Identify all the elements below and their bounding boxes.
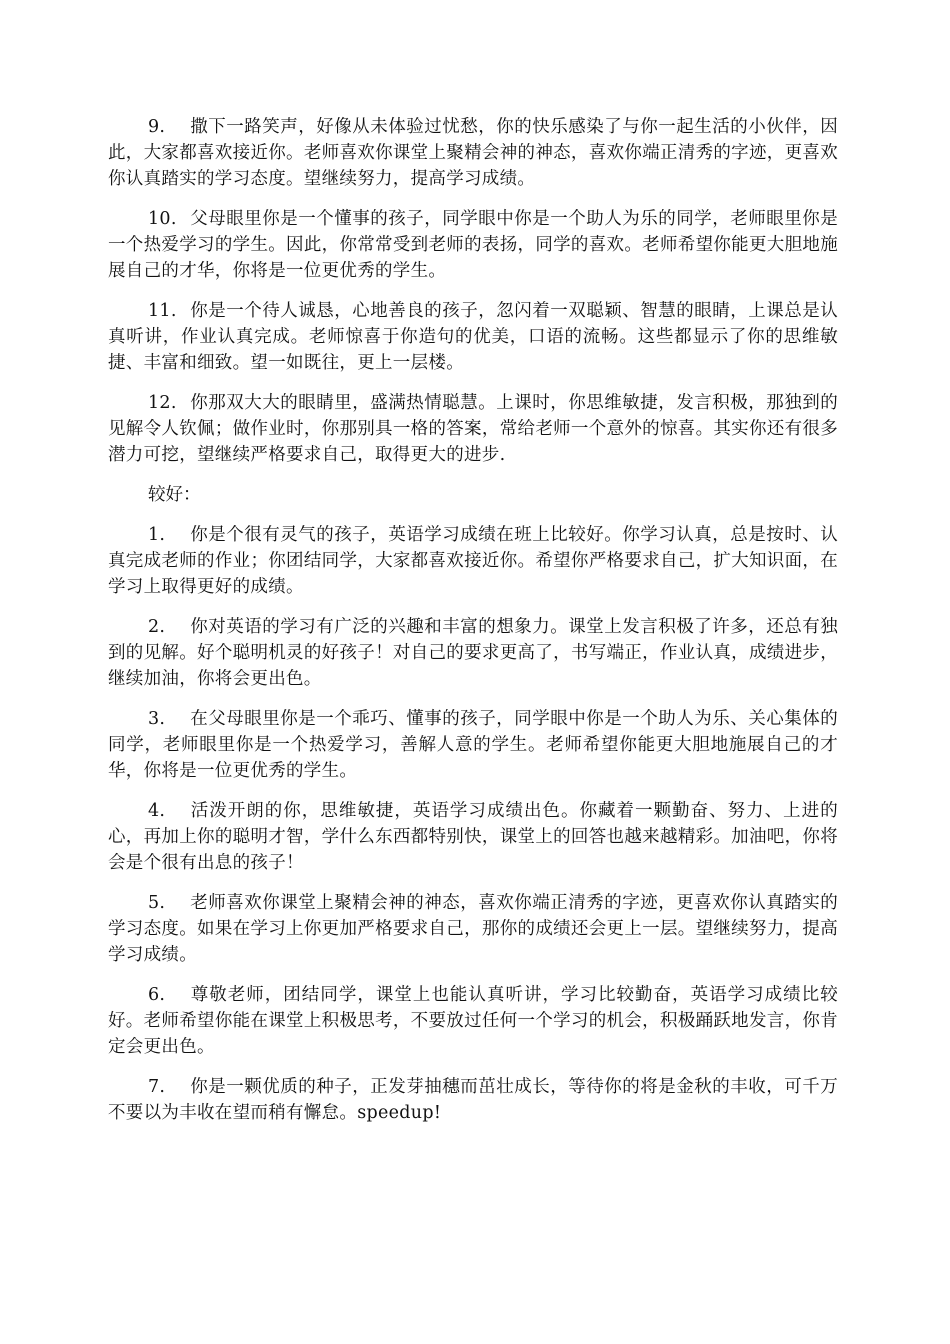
comment-paragraph	[108, 522, 838, 600]
comment-text: 父母眼里你是一个懂事的孩子，同学眼中你是一个助人为乐的同学，老师眼里你是一个热爱学习的学生。因此，你常常受到老师的表扬，同学的喜欢。老师希望你能更大胆地施展自己的才华，你将是一位更优秀的学生。	[108, 209, 838, 281]
comment-paragraph	[108, 798, 838, 876]
document-page	[108, 114, 838, 1140]
item-number: 12.	[148, 393, 177, 413]
comment-text: 活泼开朗的你，思维敏捷，英语学习成绩出色。你藏着一颗勤奋、努力、上进的心，再加上你的聪明才智，学什么东西都特别快，课堂上的回答也越来越精彩。加油吧，你将会是个很有出息的孩子！	[108, 801, 838, 873]
item-number: 3.	[148, 709, 166, 729]
comments-section-1	[108, 114, 838, 468]
comment-text: 你是个很有灵气的孩子，英语学习成绩在班上比较好。你学习认真，总是按时、认真完成老师的作业；你团结同学，大家都喜欢接近你。希望你严格要求自己，扩大知识面，在学习上取得更好的成绩。	[108, 525, 838, 597]
item-number: 2.	[148, 617, 166, 637]
item-number: 9.	[148, 117, 166, 137]
comment-paragraph	[108, 982, 838, 1060]
comment-paragraph	[108, 890, 838, 968]
item-number: 6.	[148, 985, 166, 1005]
comment-paragraph	[108, 206, 838, 284]
item-number: 4.	[148, 801, 166, 821]
comment-text: 你是一个待人诚恳，心地善良的孩子，忽闪着一双聪颖、智慧的眼睛，上课总是认真听讲，作业认真完成。老师惊喜于你造句的优美，口语的流畅。这些都显示了你的思维敏捷、丰富和细致。望一如既往，更上一层楼。	[108, 301, 838, 373]
comment-paragraph	[108, 298, 838, 376]
comment-text: 老师喜欢你课堂上聚精会神的神态，喜欢你端正清秀的字迹，更喜欢你认真踏实的学习态度。如果在学习上你更加严格要求自己，那你的成绩还会更上一层。望继续努力，提高学习成绩。	[108, 893, 838, 965]
comments-section-2	[108, 522, 838, 1126]
comment-paragraph	[108, 114, 838, 192]
comment-paragraph	[108, 1074, 838, 1126]
comment-text: 在父母眼里你是一个乖巧、懂事的孩子，同学眼中你是一个助人为乐、关心集体的同学，老师眼里你是一个热爱学习，善解人意的学生。老师希望你能更大胆地施展自己的才华，你将是一位更优秀的学生。	[108, 709, 838, 781]
comment-text: 尊敬老师，团结同学，课堂上也能认真听讲，学习比较勤奋，英语学习成绩比较好。老师希望你能在课堂上积极思考，不要放过任何一个学习的机会，积极踊跃地发言，你肯定会更出色。	[108, 985, 838, 1057]
comment-paragraph	[108, 706, 838, 784]
item-number: 1.	[148, 525, 166, 545]
comment-text: 撒下一路笑声，好像从未体验过忧愁，你的快乐感染了与你一起生活的小伙伴，因此，大家都喜欢接近你。老师喜欢你课堂上聚精会神的神态，喜欢你端正清秀的字迹，更喜欢你认真踏实的学习态度。望继续努力，提高学习成绩。	[108, 117, 838, 189]
comment-paragraph	[108, 390, 838, 468]
section-heading: 较好：	[148, 485, 201, 505]
comment-text: 你对英语的学习有广泛的兴趣和丰富的想象力。课堂上发言积极了许多，还总有独到的见解。好个聪明机灵的好孩子！对自己的要求更高了，书写端正，作业认真，成绩进步，继续加油，你将会更出色。	[108, 617, 838, 689]
comment-text: 你是一颗优质的种子，正发芽抽穗而茁壮成长，等待你的将是金秋的丰收，可千万不要以为丰收在望而稍有懈怠。speedup!	[108, 1077, 838, 1123]
item-number: 5.	[148, 893, 166, 913]
item-number: 10.	[148, 209, 177, 229]
item-number: 11.	[148, 301, 177, 321]
comment-text: 你那双大大的眼睛里，盛满热情聪慧。上课时，你思维敏捷，发言积极，那独到的见解令人钦佩；做作业时，你那别具一格的答案，常给老师一个意外的惊喜。其实你还有很多潜力可挖，望继续严格要求自己，取得更大的进步.	[108, 393, 838, 465]
item-number: 7.	[148, 1077, 166, 1097]
comment-paragraph	[108, 614, 838, 692]
